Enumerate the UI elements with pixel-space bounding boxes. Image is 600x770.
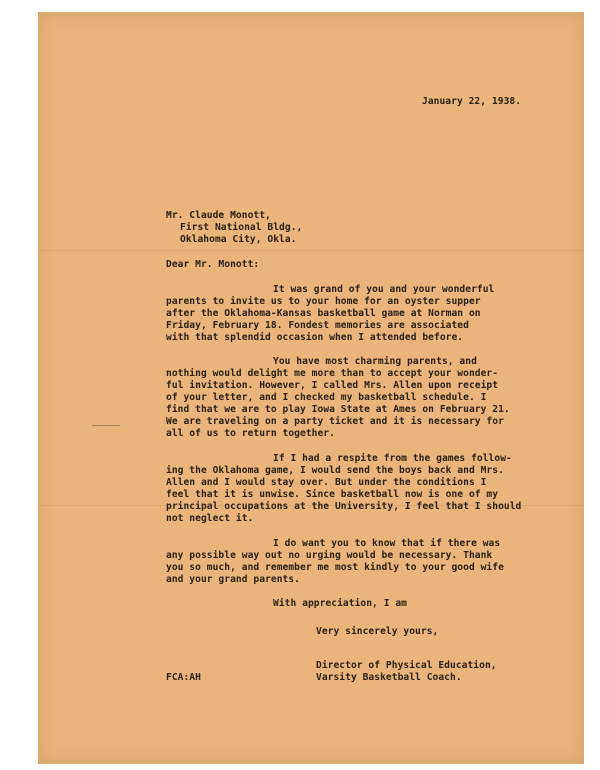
signature-title-line: Director of Physical Education,: [316, 660, 497, 671]
recipient-city: Oklahoma City, Okla.: [180, 234, 297, 245]
recipient-street: First National Bldg.,: [180, 222, 303, 233]
paragraph-line: I do want you to know that if there was: [273, 538, 501, 549]
paragraph-line: and your grand parents.: [166, 574, 300, 585]
paragraph-line: with that splendid occasion when I attended before.: [166, 332, 464, 343]
paragraph-line: any possible way out no urging would be necessary. Thank: [166, 550, 493, 561]
paragraph-line: find that we are to play Iowa State at Ames on February 21.: [166, 404, 510, 415]
salutation: Dear Mr. Monott:: [166, 259, 260, 270]
paragraph-line: all of us to return together.: [166, 428, 335, 439]
paragraph-line: nothing would delight me more than to accept your wonder-: [166, 368, 499, 379]
complimentary-close: Very sincerely yours,: [316, 626, 439, 637]
recipient-name: Mr. Claude Monott,: [166, 210, 271, 221]
paragraph-line: you so much, and remember me most kindly to your good wife: [166, 562, 504, 573]
paragraph-line: It was grand of you and your wonderful: [273, 284, 495, 295]
letter-date: January 22, 1938.: [422, 96, 522, 107]
margin-pencil-mark: [92, 425, 120, 426]
reference-initials: FCA:AH: [166, 672, 201, 683]
paragraph-line: ing the Oklahoma game, I would send the boys back and Mrs.: [166, 465, 504, 476]
paragraph-line: principal occupations at the University, I feel that I should: [166, 501, 522, 512]
paragraph-line: You have most charming parents, and: [273, 356, 477, 367]
paragraph-line: We are traveling on a party ticket and it is necessary for: [166, 416, 504, 427]
paragraph-line: feel that it is unwise. Since basketball now is one of my: [166, 489, 499, 500]
paragraph-line: ful invitation. However, I called Mrs. Allen upon receipt: [166, 380, 499, 391]
paragraph-line: not neglect it.: [166, 513, 254, 524]
appreciation-line: With appreciation, I am: [273, 598, 407, 609]
paragraph-line: of your letter, and I checked my basketball schedule. I: [166, 392, 487, 403]
paragraph-line: after the Oklahoma-Kansas basketball game at Norman on: [166, 308, 481, 319]
paragraph-line: parents to invite us to your home for an oyster supper: [166, 296, 481, 307]
paragraph-line: Friday, February 18. Fondest memories are associated: [166, 320, 469, 331]
signature-title-line: Varsity Basketball Coach.: [316, 672, 462, 683]
paragraph-line: Allen and I would stay over. But under the conditions I: [166, 477, 487, 488]
paper-fold-line: [38, 250, 584, 251]
paragraph-line: If I had a respite from the games follow-: [273, 453, 512, 464]
